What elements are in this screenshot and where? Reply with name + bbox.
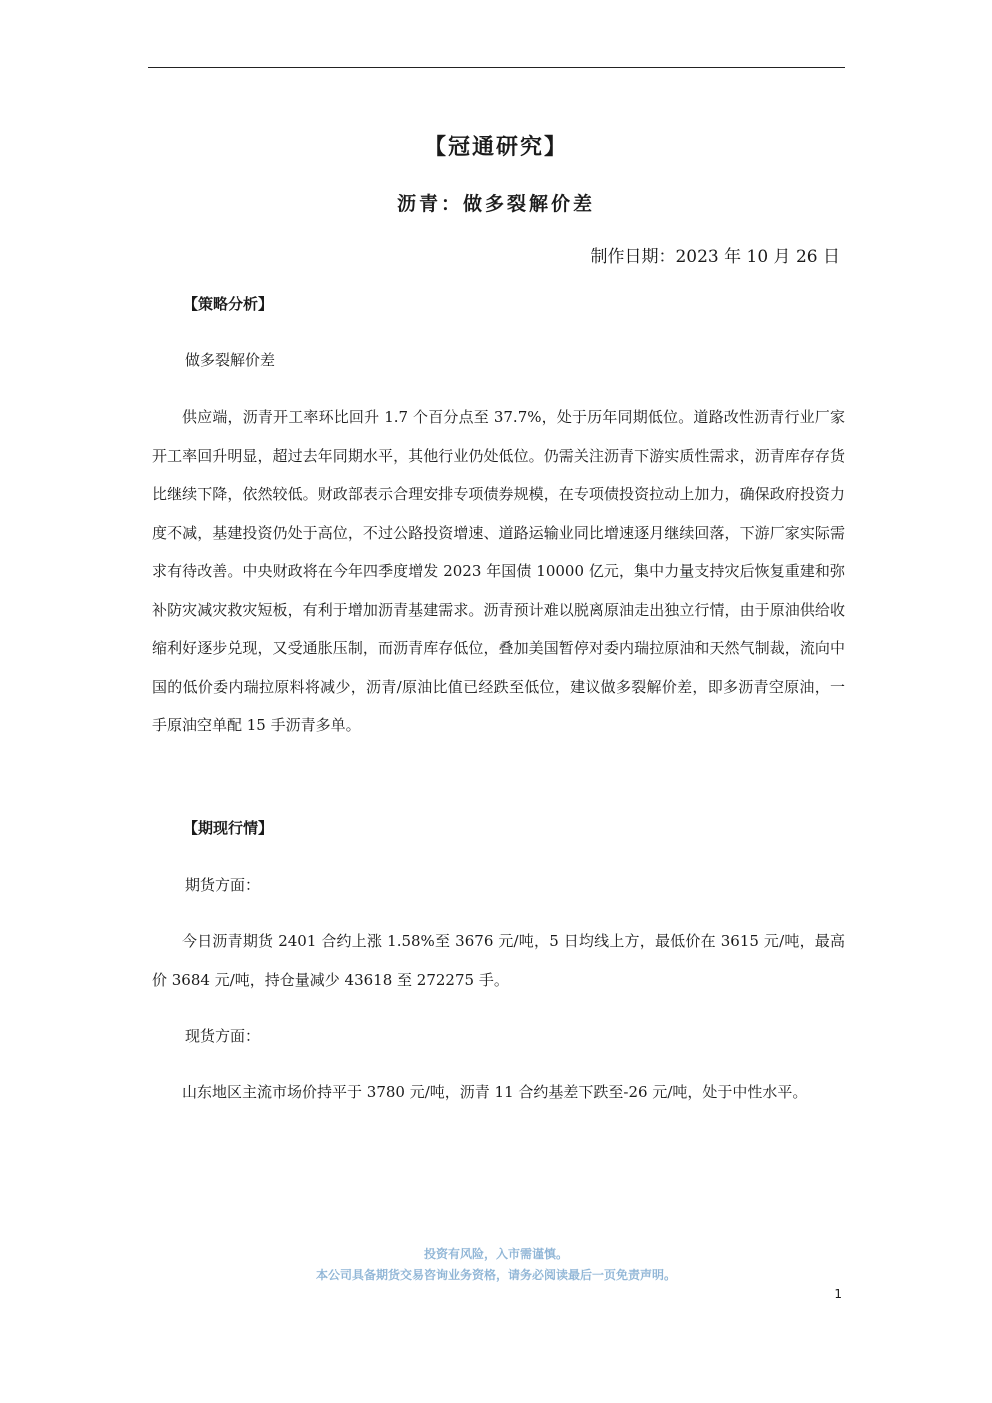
page-number: 1 xyxy=(834,1287,842,1301)
strategy-body: 供应端，沥青开工率环比回升 1.7 个百分点至 37.7%，处于历年同期低位。道路改性沥青行业厂家开工率回升明显，超过去年同期水平，其他行业仍处低位。仍需关注沥青下游实质性需求，沥青库存存货比继续下降，依然较低。财政部表示合理安排专项债券规模，在专项债投资拉动上加力，确保政府投资力度不减，基建投资仍处于高位，不过公路投资增速、道路运输业同比增速逐月继续回落，下游厂家实际需求有待改善。中央财政将在今年四季度增发 2023 年国债 10000 亿元，集中力量支持灾后恢复重建和弥补防灾减灾救灾短板，有利于增加沥青基建需求。沥青预计难以脱离原油走出独立行情，由于原油供给收缩利好逐步兑现，又受通胀压制，而沥青库存低位，叠加美国暂停对委内瑞拉原油和天然气制裁，流向中国的低价委内瑞拉原料将减少，沥青/原油比值已经跌至低位，建议做多裂解价差，即多沥青空原油，一手原油空单配 15 手沥青多单。 xyxy=(152,408,845,734)
spot-label: 现货方面： xyxy=(185,1027,261,1045)
futures-body: 今日沥青期货 2401 合约上涨 1.58%至 3676 元/吨，5 日均线上方，最低价在 3615 元/吨，最高价 3684 元/吨，持仓量减少 43618 至 272275 手。 xyxy=(152,932,845,989)
spot-body: 山东地区主流市场价持平于 3780 元/吨，沥青 11 合约基差下跌至-26 元/吨，处于中性水平。 xyxy=(182,1083,808,1101)
report-brand: 【冠通研究】 xyxy=(423,134,568,160)
header-rule xyxy=(148,67,845,68)
risk-warning: 投资有风险，入市需谨慎。 xyxy=(423,1247,568,1261)
disclaimer-notice: 本公司具备期货交易咨询业务资格，请务必阅读最后一页免责声明。 xyxy=(315,1268,676,1282)
futures-label: 期货方面： xyxy=(185,876,261,894)
report-date: 制作日期：2023 年 10 月 26 日 xyxy=(590,247,840,267)
strategy-summary: 做多裂解价差 xyxy=(185,351,276,369)
market-heading: 【期现行情】 xyxy=(183,819,274,837)
report-title: 沥青：做多裂解价差 xyxy=(396,193,595,215)
strategy-heading: 【策略分析】 xyxy=(183,295,274,313)
